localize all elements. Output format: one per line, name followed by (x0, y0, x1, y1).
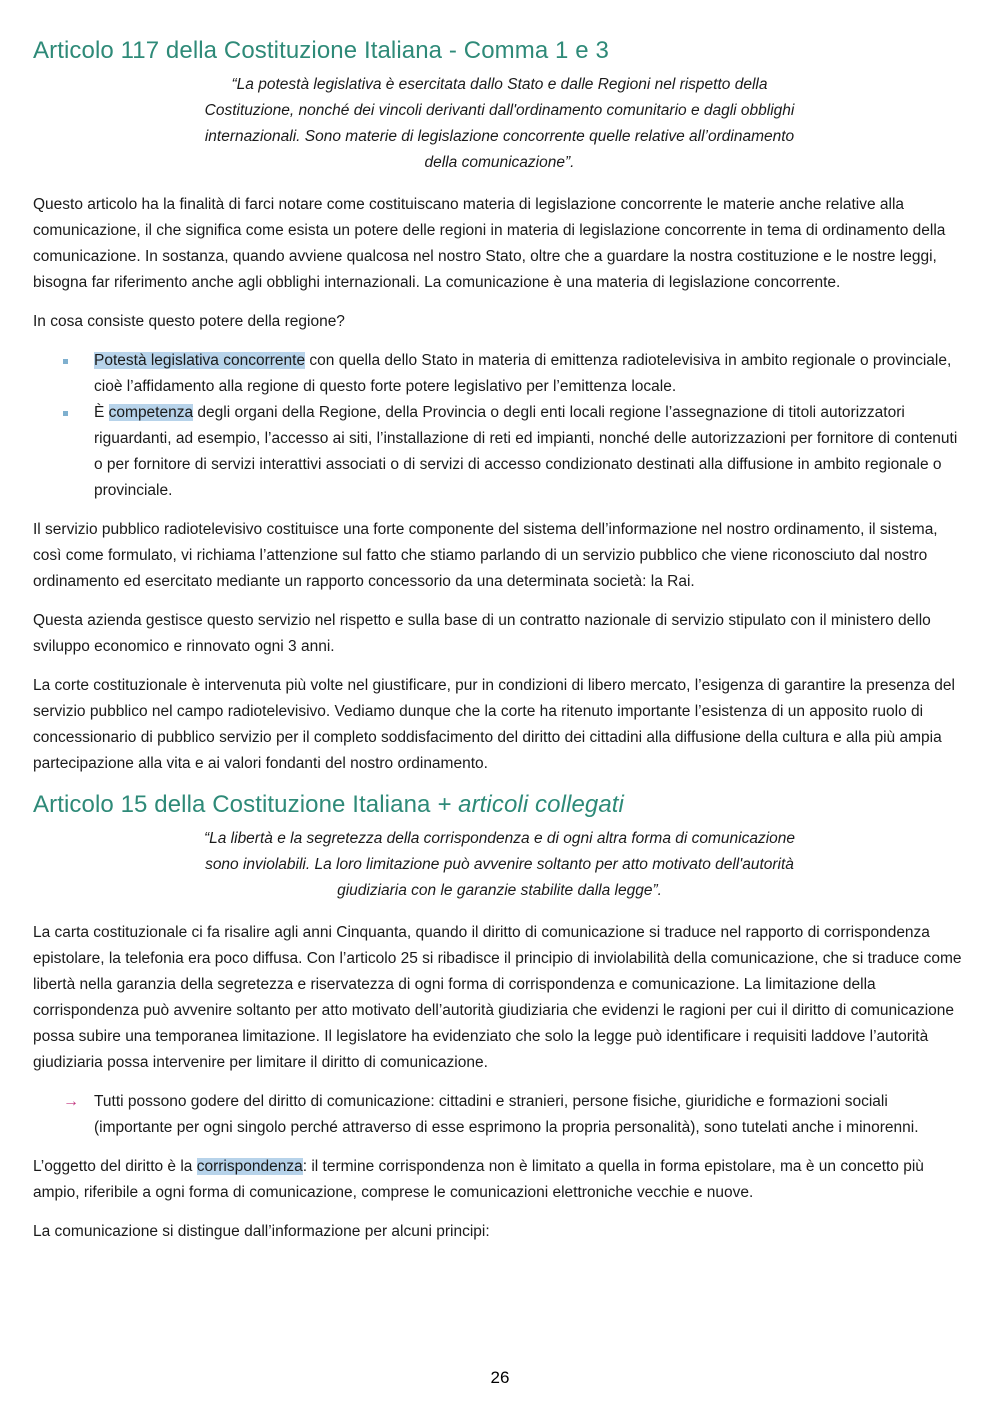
square-bullet-icon (63, 359, 68, 364)
bullet-item: È competenza degli organi della Regione, della Provincia o degli enti locali regione l’assegnazione di titoli autorizzatori riguardanti, ad esempio, l’accesso ai siti, l’installazione di reti ed impianti, nonché delle autorizzazioni per fornitore di contenuti o per fornitore di servizi interattivi associati o di servizi di accesso condizionato destinati alla diffusione in ambito regionale o provinciale. (33, 400, 966, 504)
paragraph-question: In cosa consiste questo potere della regione? (33, 313, 345, 330)
constitution-quote-art117: “La potestà legislativa è esercitata dallo Stato e dalle Regioni nel rispetto della Costituzione, nonché dei vincoli derivanti dall'ordinamento comunitario e dagli obblighi internazionali. Sono materie di legislazione concorrente quelle relative all’ordinamento della comunicazione”. (204, 76, 795, 171)
section-heading-art117: Articolo 117 della Costituzione Italiana - Comma 1 e 3 (33, 37, 609, 64)
bullet-item: Potestà legislativa concorrente con quella dello Stato in materia di emittenza radiotelevisiva in ambito regionale o provinciale, cioè l’affidamento alla regione di questo forte potere legislativo per l’emittenza locale. (33, 348, 966, 400)
right-arrow-icon: → (63, 1093, 79, 1110)
highlighted-text: competenza (108, 404, 194, 421)
paragraph: La carta costituzionale ci fa risalire agli anni Cinquanta, quando il diritto di comunicazione si traduce nel rapporto di corrispondenza epistolare, la telefonia era poco diffusa. Con l’articolo 25 si ribadisce il principio di inviolabilità della comunicazione, che si traduce come libertà nella garanzia della segretezza e riservatezza di ogni forma di corrispondenza e comunicazione. La limitazione della corrispondenza può avvenire soltanto per atto motivato dell’autorità giudiziaria che evidenzi le ragioni per cui il diritto di comunicazione possa subire una temporanea limitazione. Il legislatore ha evidenziato che solo la legge può identificare i requisiti laddove l’autorità giudiziaria possa intervenire per limitare il diritto di comunicazione. (33, 924, 962, 1071)
highlighted-text: corrispondenza (196, 1158, 303, 1175)
highlighted-text: Potestà legislativa concorrente (94, 352, 306, 369)
bullet-list (33, 348, 966, 504)
paragraph: La comunicazione si distingue dall’informazione per alcuni principi: (33, 1223, 490, 1240)
square-bullet-icon (63, 411, 68, 416)
page-number: 26 (490, 1368, 510, 1387)
constitution-quote-art15: “La libertà e la segretezza della corrispondenza e di ogni altra forma di comunicazione sono inviolabili. La loro limitazione può avvenire soltanto per atto motivato dell'autorità giudiziaria con le garanzie stabilite dalla legge”. (203, 830, 796, 899)
paragraph: Questo articolo ha la finalità di farci notare come costituiscano materia di legislazione concorrente le materie anche relative alla comunicazione, il che significa come esista un potere delle regioni in materia di legislazione concorrente in tema di ordinamento della comunicazione. In sostanza, quando avviene qualcosa nel nostro Stato, oltre che a guardare la nostra costituzione e le nostre leggi, bisogna far riferimento anche agli obblighi internazionali. La comunicazione è una materia di legislazione concorrente. (33, 196, 946, 291)
section-heading-art15: Articolo 15 della Costituzione Italiana + articoli collegati (33, 791, 624, 818)
arrow-list (33, 1089, 966, 1141)
paragraph: Il servizio pubblico radiotelevisivo costituisce una forte componente del sistema dell’informazione nel nostro ordinamento, il sistema, così come formulato, vi richiama l’attenzione sul fatto che stiamo parlando di un servizio pubblico che viene riconosciuto dal nostro ordinamento ed esercitato mediante un rapporto concessorio da una determinata società: la Rai. (33, 521, 938, 590)
paragraph: L’oggetto del diritto è la corrispondenza: il termine corrispondenza non è limitato a quella in forma epistolare, ma è un concetto più ampio, riferibile a ogni forma di comunicazione, comprese le comunicazioni elettroniche vecchie e nuove. (33, 1158, 924, 1201)
paragraph: Questa azienda gestisce questo servizio nel rispetto e sulla base di un contratto nazionale di servizio stipulato con il ministero dello sviluppo economico e rinnovato ogni 3 anni. (33, 612, 931, 655)
arrow-list-item: → Tutti possono godere del diritto di comunicazione: cittadini e stranieri, persone fisiche, giuridiche e formazioni sociali (importante per ogni singolo perché attraverso di esse esprimono la propria personalità), sono tutelati anche i minorenni. (33, 1089, 966, 1141)
paragraph: La corte costituzionale è intervenuta più volte nel giustificare, pur in condizioni di libero mercato, l’esigenza di garantire la presenza del servizio pubblico nel campo radiotelevisivo. Vediamo dunque che la corte ha ritenuto importante l’esistenza di un apposito ruolo di concessionario di pubblico servizio per il completo soddisfacimento del diritto dei cittadini alla diffusione della cultura e alla più ampia partecipazione alla vita e ai valori fondanti del nostro ordinamento. (33, 677, 955, 772)
